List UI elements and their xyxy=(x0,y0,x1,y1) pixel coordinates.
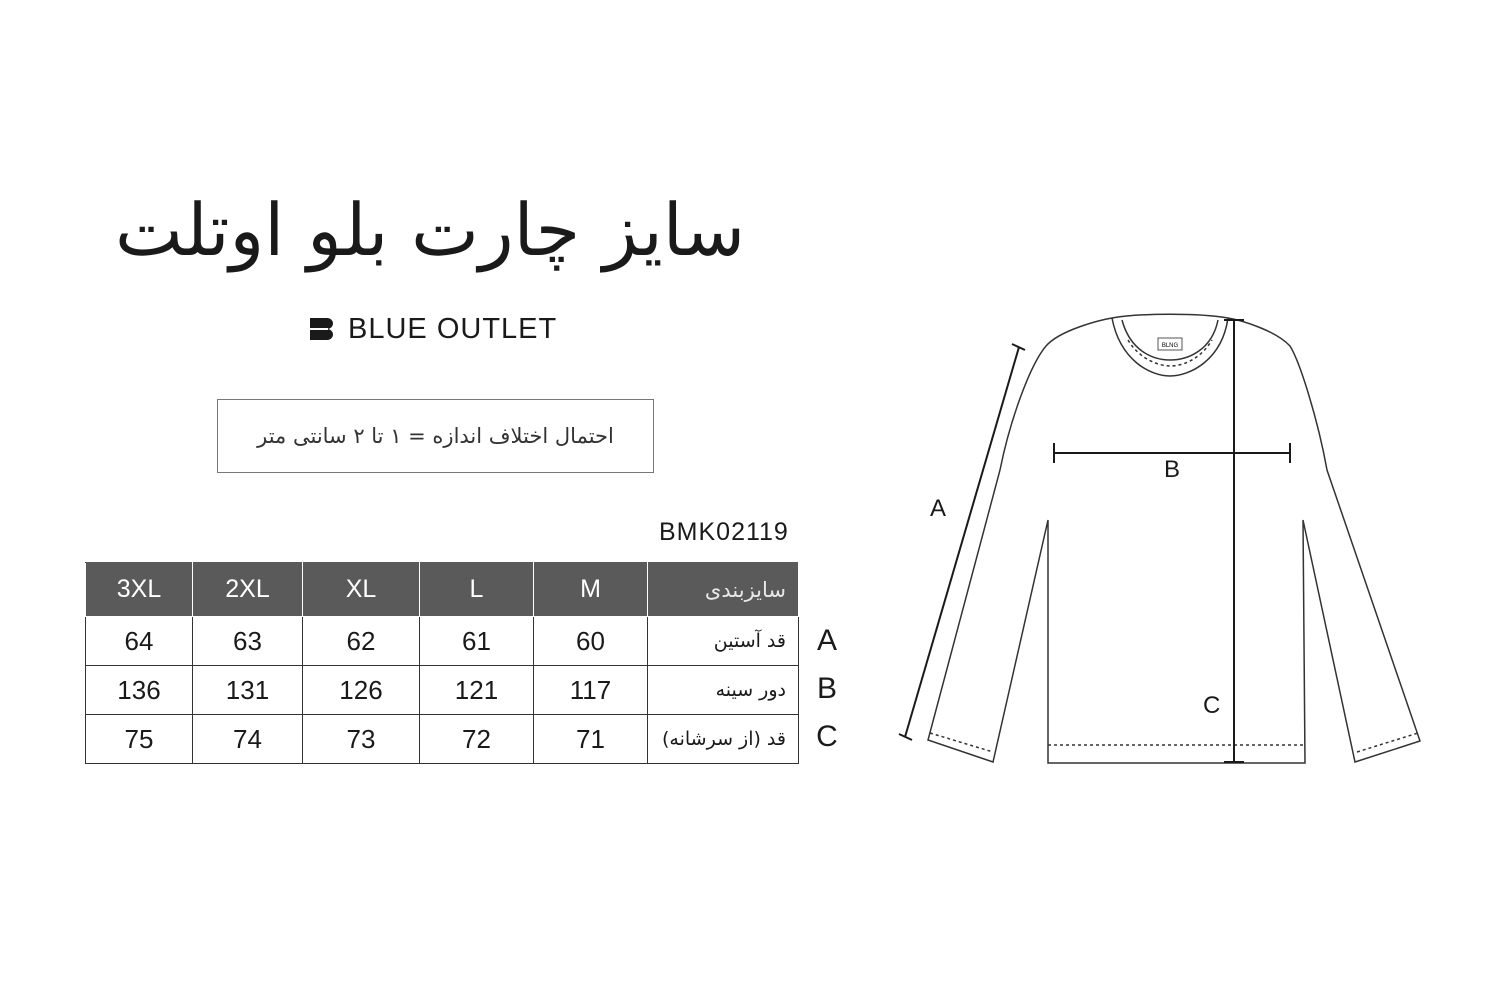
size-header-cell: L xyxy=(420,563,534,617)
table-cell: 72 xyxy=(420,715,534,764)
table-cell: 117 xyxy=(534,666,648,715)
table-row xyxy=(86,666,799,715)
brand-name: BLUE OUTLET xyxy=(348,312,558,345)
table-cell: 136 xyxy=(86,666,193,715)
neck-label xyxy=(1158,338,1182,350)
size-header-cell: 3XL xyxy=(86,563,193,617)
row-letter: A xyxy=(816,624,837,657)
row-label: قد (از سرشانه) xyxy=(648,715,799,764)
product-code: BMK02119 xyxy=(659,518,789,546)
row-label: دور سینه xyxy=(648,666,799,715)
size-header-row xyxy=(86,563,799,617)
table-row xyxy=(86,715,799,764)
page-title: سایز چارت بلو اوتلت xyxy=(114,188,746,272)
table-cell: 62 xyxy=(303,617,420,666)
size-header-cell: XL xyxy=(303,563,420,617)
table-cell: 74 xyxy=(193,715,303,764)
row-letter: B xyxy=(816,672,837,705)
row-label: قد آستین xyxy=(648,617,799,666)
size-table xyxy=(85,562,799,764)
table-cell: 126 xyxy=(303,666,420,715)
label-b: B xyxy=(1164,456,1181,483)
brand-logo-block xyxy=(308,309,557,349)
table-cell: 64 xyxy=(86,617,193,666)
table-cell: 63 xyxy=(193,617,303,666)
table-cell: 121 xyxy=(420,666,534,715)
sleeve-length-line xyxy=(905,347,1019,737)
label-a: A xyxy=(930,495,947,522)
table-cell: 75 xyxy=(86,715,193,764)
tolerance-note: احتمال اختلاف اندازه = ۱ تا ۲ سانتی متر xyxy=(217,399,654,473)
neck-tag-text: BLNG xyxy=(1161,343,1179,349)
sizing-header-label: سایزبندی xyxy=(648,563,799,617)
table-cell: 61 xyxy=(420,617,534,666)
row-letter: C xyxy=(816,720,838,753)
size-header-cell: 2XL xyxy=(193,563,303,617)
shirt-measurement-diagram xyxy=(890,300,1450,780)
size-header-cell: M xyxy=(534,563,648,617)
table-cell: 131 xyxy=(193,666,303,715)
table-row xyxy=(86,617,799,666)
shirt-outline xyxy=(928,314,1420,763)
label-c: C xyxy=(1203,692,1221,719)
table-cell: 60 xyxy=(534,617,648,666)
b-letter-logo-icon xyxy=(308,317,338,341)
measurement-lines xyxy=(899,320,1290,762)
row-letter-column xyxy=(812,617,842,761)
table-cell: 71 xyxy=(534,715,648,764)
table-cell: 73 xyxy=(303,715,420,764)
